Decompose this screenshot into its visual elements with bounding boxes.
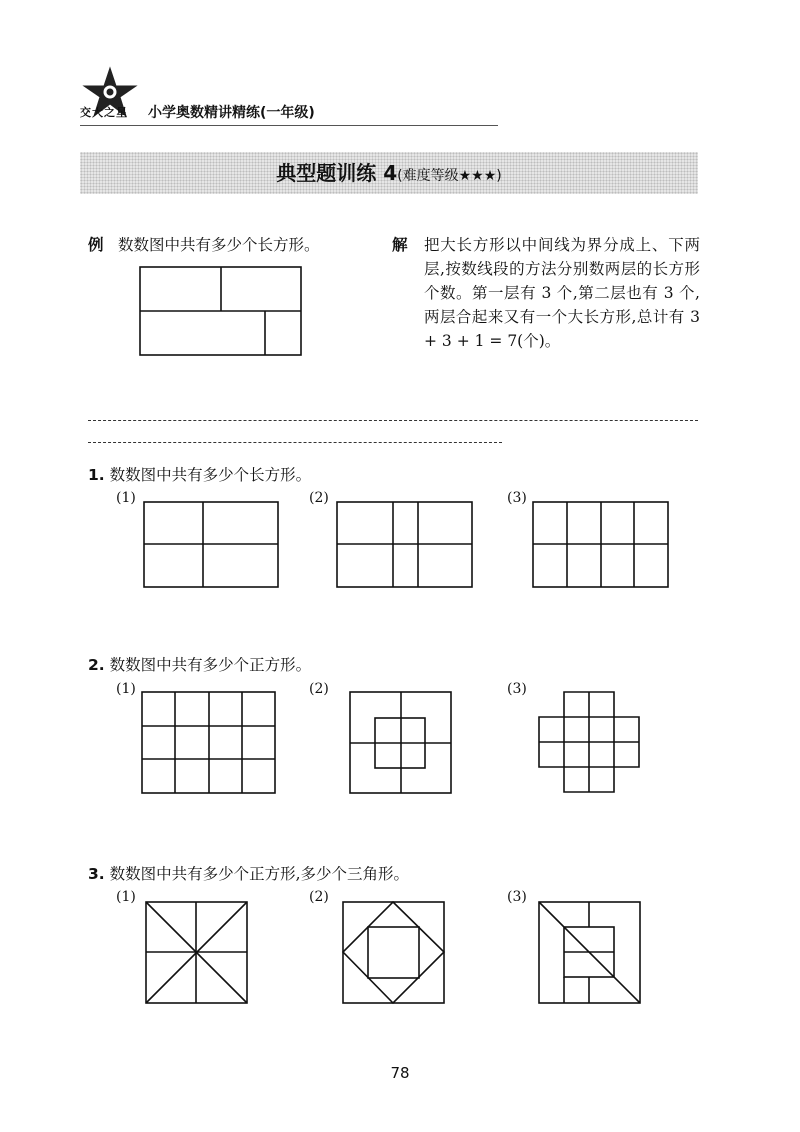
part-label: (3) [507,490,527,506]
solution-text: 把大长方形以中间线为界分成上、下两层,按数线段的方法分别数两层的长方形个数。第一层有 3 个,第二层也有 3 个,两层合起来又有一个大长方形,总计有 3 + 3 + 1 = 7(个)。 [424,236,700,350]
question-3 [88,862,409,884]
part-label: (1) [116,490,136,506]
q1-figure-1 [144,502,280,590]
part-label: (1) [116,889,136,905]
dashed-divider [88,442,502,443]
q3-figure-1 [146,902,250,1006]
q3-figure-3 [539,902,643,1006]
solution-label: 解 [392,236,408,254]
section-title [80,152,698,194]
q1-figure-3 [533,502,671,590]
question-2 [88,653,311,675]
question-number: 1. [88,466,105,484]
question-text: 数数图中共有多少个正方形,多少个三角形。 [109,865,410,883]
q2-figure-3 [539,692,643,796]
question-text: 数数图中共有多少个长方形。 [109,466,312,484]
question-number: 3. [88,865,105,883]
example-question: 数数图中共有多少个长方形。 [118,236,320,254]
section-title-text: 典型题训练 4 [276,161,398,185]
q2-figure-2 [350,692,454,796]
part-label: (3) [507,889,527,905]
book-title: 小学奥数精讲精练(一年级) [148,105,315,121]
brand-name: 交大之星 [80,106,128,119]
dashed-divider [88,420,698,421]
part-label: (3) [507,681,527,697]
part-label: (1) [116,681,136,697]
q3-figure-2 [343,902,447,1006]
difficulty-level: (难度等级★★★) [397,168,502,184]
part-label: (2) [309,889,329,905]
question-number: 2. [88,656,105,674]
page-number: 78 [390,1064,410,1082]
question-text: 数数图中共有多少个正方形。 [109,656,312,674]
question-1 [88,463,311,485]
q2-figure-1 [142,692,278,796]
q1-figure-2 [337,502,475,590]
header-divider [80,125,498,126]
part-label: (2) [309,490,329,506]
part-label: (2) [309,681,329,697]
example-figure [140,267,302,357]
example-label: 例 [88,236,104,254]
